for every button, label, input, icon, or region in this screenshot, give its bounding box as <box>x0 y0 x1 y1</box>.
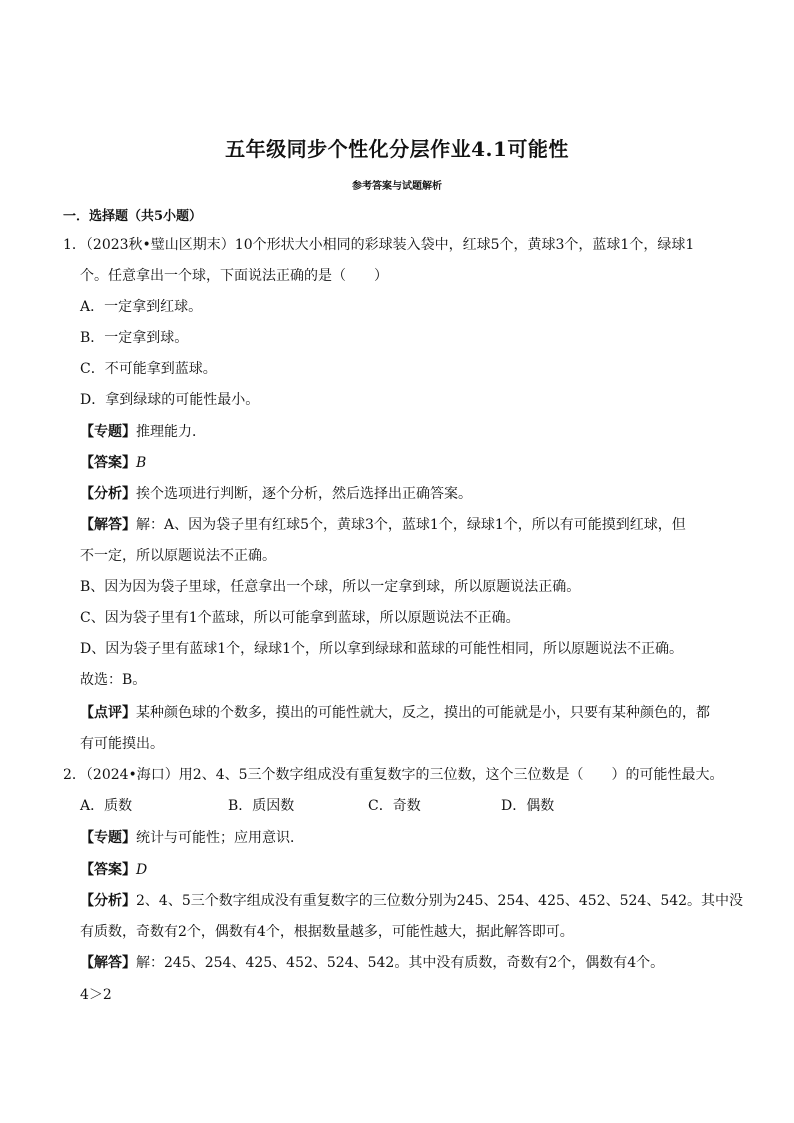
q1-answer-text: B <box>136 455 147 471</box>
q1-topic-text: 推理能力． <box>136 424 206 440</box>
q1-solution-line5: D、因为袋子里有蓝球1个，绿球1个，所以拿到绿球和蓝球的可能性相同，所以原题说法不正确。 <box>80 641 684 657</box>
q2-option-b: B．质因数 <box>228 798 295 814</box>
q1-solution-line2: 不一定，所以原题说法不正确。 <box>80 548 276 564</box>
q2-analysis-line1 <box>80 891 743 911</box>
q2-answer-text: D <box>136 862 148 878</box>
q1-solution-line4: C、因为袋子里有1个蓝球，所以可能拿到蓝球，所以原题说法不正确。 <box>80 610 520 626</box>
q2-topic <box>80 828 304 848</box>
q2-option-c: C．奇数 <box>368 798 421 814</box>
q1-option-c: C．不可能拿到蓝球。 <box>80 361 217 377</box>
q1-comment-text: 某种颜色球的个数多，摸出的可能性就大，反之，摸出的可能就是小，只要有某种颜色的，都 <box>136 705 710 721</box>
q2-solution-text: 解：245、254、425、452、524、542。其中没有质数，奇数有2个，偶数有4个。 <box>136 955 665 971</box>
q2-answer-label: 【答案】 <box>80 862 136 878</box>
q1-topic-label: 【专题】 <box>80 424 136 440</box>
q2-answer <box>80 860 147 880</box>
q2-solution <box>80 953 664 973</box>
q2-compare: 4＞2 <box>80 987 112 1003</box>
q2-analysis-text: 2、4、5三个数字组成没有重复数字的三位数分别为245、254、425、452、524、542。其中没 <box>136 893 744 909</box>
q1-option-d: D．拿到绿球的可能性最小。 <box>80 392 260 408</box>
q2-analysis-label: 【分析】 <box>80 893 136 909</box>
q1-stem-line1: 1．（2023秋•璧山区期末）10个形状大小相同的彩球装入袋中，红球5个，黄球3个，蓝球1个，绿球1 <box>63 237 695 253</box>
q2-option-a: A．质数 <box>80 798 133 814</box>
q1-analysis-label: 【分析】 <box>80 486 136 502</box>
q1-topic <box>80 422 206 442</box>
q1-solution-label: 【解答】 <box>80 517 136 533</box>
q1-option-b: B．一定拿到球。 <box>80 330 189 346</box>
q1-comment-label: 【点评】 <box>80 705 136 721</box>
q1-comment-line2: 有可能摸出。 <box>80 736 164 752</box>
page-title: 五年级同步个性化分层作业4.1可能性 <box>225 137 569 161</box>
q2-topic-label: 【专题】 <box>80 830 136 846</box>
q1-option-a: A．一定拿到红球。 <box>80 299 203 315</box>
q1-comment-line1 <box>80 703 710 723</box>
q2-analysis-line2: 有质数，奇数有2个，偶数有4个，根据数量越多，可能性越大，据此解答即可。 <box>80 924 574 940</box>
q1-solution-text: 解：A、因为袋子里有红球5个，黄球3个，蓝球1个，绿球1个，所以有可能摸到红球，但 <box>136 517 686 533</box>
q1-answer <box>80 453 146 473</box>
q1-analysis-text: 挨个选项进行判断，逐个分析，然后选择出正确答案。 <box>136 486 472 502</box>
q2-topic-text: 统计与可能性；应用意识． <box>136 830 304 846</box>
q2-option-d: D．偶数 <box>501 798 555 814</box>
q2-stem: 2．（2024•海口）用2、4、5三个数字组成没有重复数字的三位数，这个三位数是（ ）的可能性最大。 <box>63 767 724 783</box>
q1-solution-line1 <box>80 515 686 535</box>
q1-analysis <box>80 484 472 504</box>
q1-stem-line2: 个。任意拿出一个球，下面说法正确的是（ ） <box>80 268 388 284</box>
q1-solution-line3: B、因为因为袋子里球，任意拿出一个球，所以一定拿到球，所以原题说法正确。 <box>80 579 581 595</box>
q1-answer-label: 【答案】 <box>80 455 136 471</box>
q1-choose: 故选：B。 <box>80 672 147 688</box>
q2-solution-label: 【解答】 <box>80 955 136 971</box>
page-subtitle: 参考答案与试题解析 <box>352 181 442 192</box>
section-heading: 一．选择题（共5小题） <box>63 209 203 224</box>
